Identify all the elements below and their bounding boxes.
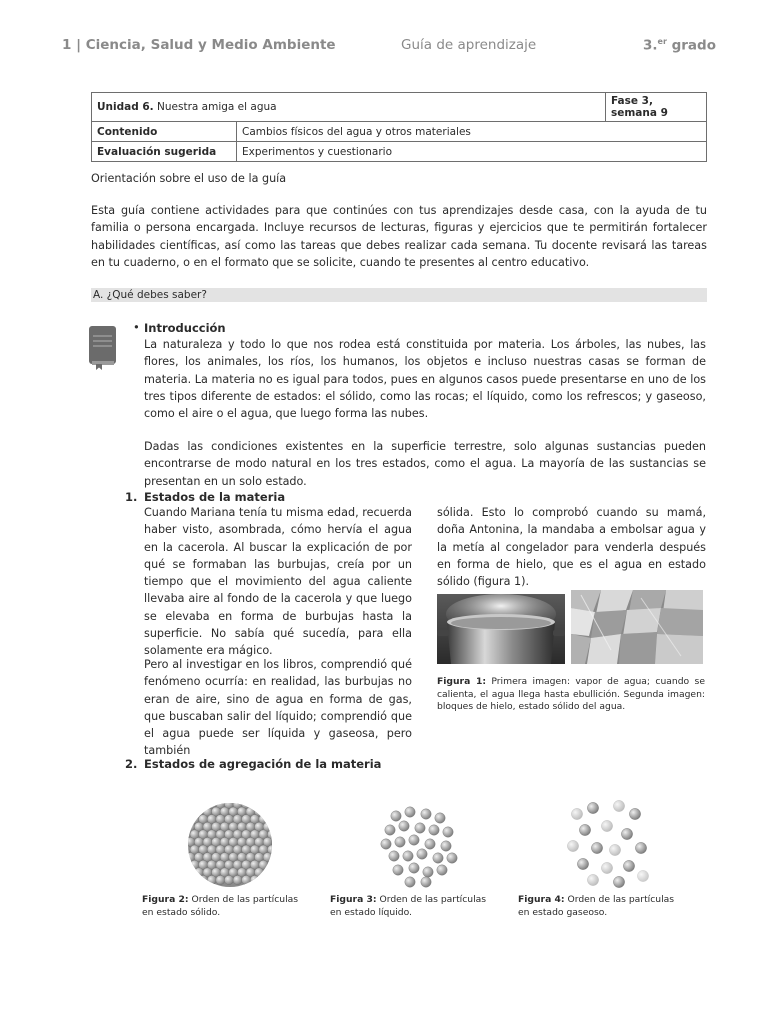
- particle: [623, 860, 634, 871]
- particle: [441, 841, 451, 851]
- orientation-title: Orientación sobre el uso de la guía: [91, 172, 287, 185]
- particle: [415, 823, 425, 833]
- particle: [263, 807, 272, 816]
- particle: [637, 870, 648, 881]
- unit-cell: [92, 93, 606, 122]
- table-row: [92, 122, 707, 142]
- particle: [429, 825, 439, 835]
- item-2-number: 2.: [125, 757, 138, 771]
- particle: [579, 824, 590, 835]
- particle: [389, 851, 399, 861]
- intro-bullet: •: [133, 320, 140, 334]
- particle: [267, 802, 273, 809]
- particle: [447, 853, 457, 863]
- particle: [425, 839, 435, 849]
- particle: [421, 809, 431, 819]
- particle: [601, 862, 612, 873]
- evaluation-label: Evaluación sugerida: [92, 142, 237, 162]
- particle: [187, 868, 195, 877]
- particle: [417, 849, 427, 859]
- phase-cell: Fase 3, semana 9: [606, 93, 707, 122]
- particle: [613, 800, 624, 811]
- particle: [385, 825, 395, 835]
- particle: [216, 875, 225, 884]
- particle: [437, 865, 447, 875]
- grade-word: grado: [671, 37, 716, 54]
- particle: [395, 837, 405, 847]
- item-1-col1-paragraph-2: Pero al investigar en los libros, comprendió qué fenómeno ocurría: en realidad, las burbujas no eran de aire, sino de agua en forma de gas, que buscaban salir del líquido; comprendió que el agua puede ser líquida y gaseosa, pero también: [144, 658, 412, 758]
- particle: [233, 875, 242, 884]
- particle: [421, 877, 431, 887]
- section-a-title: A. ¿Qué debes saber?: [93, 289, 207, 301]
- particle: [423, 867, 433, 877]
- solid-particles-diagram: [187, 802, 273, 888]
- particle: [587, 874, 598, 885]
- particle: [405, 877, 415, 887]
- particle: [199, 875, 208, 884]
- particle: [187, 802, 191, 809]
- header-guide-label: Guía de aprendizaje: [401, 37, 537, 53]
- particle: [621, 828, 632, 839]
- particle: [403, 851, 413, 861]
- evaluation-value: Experimentos y cuestionario: [237, 142, 707, 162]
- particle: [250, 802, 259, 809]
- unit-label: Unidad 6.: [97, 101, 154, 113]
- particle: [409, 863, 419, 873]
- content-label: Contenido: [92, 122, 237, 142]
- particle: [629, 808, 640, 819]
- grade-superscript: er: [657, 37, 667, 46]
- particle: [267, 815, 273, 824]
- figure-1-label: Figura 1:: [437, 676, 487, 687]
- particle: [190, 875, 199, 884]
- particle: [613, 876, 624, 887]
- ice-blocks-photo: [571, 590, 703, 664]
- particle: [242, 875, 251, 884]
- particle: [259, 875, 268, 884]
- particle: [405, 807, 415, 817]
- particle: [443, 827, 453, 837]
- particle: [187, 860, 191, 869]
- table-row: [92, 142, 707, 162]
- section-a-bar: [91, 288, 707, 302]
- item-1-title: Estados de la materia: [144, 490, 286, 504]
- particle: [391, 811, 401, 821]
- figure-4-caption: [518, 894, 688, 919]
- figure-4-text: Orden de las partículas en estado gaseoso.: [518, 894, 675, 918]
- particle: [187, 807, 195, 816]
- intro-paragraph-1: La naturaleza y todo lo que nos rodea está constituida por materia. Los árboles, las nubes, las flores, los animales, los ríos, los humanos, los objetos e incluso nuestras casas se forman de materia. La materia no es igual para todos, pues en algunos casos puede presentarse en uno de los tres tipos diferente de estados: el sólido, como las rocas; el líquido, como los refrescos; y gaseoso, como el aire o el agua, que luego forma las nubes.: [144, 338, 706, 421]
- unit-title: Nuestra amiga el agua: [157, 101, 277, 113]
- particle: [187, 815, 191, 824]
- particle: [409, 835, 419, 845]
- header-grade: [643, 37, 716, 54]
- particle: [577, 858, 588, 869]
- particle: [609, 844, 620, 855]
- item-1-col1-paragraph-1: Cuando Mariana tenía tu misma edad, recuerda haber visto, asombrada, cómo hervía el agua en la cacerola. Al buscar la explicación de por qué se formaban las burbujas, creía por un tiempo que el movimiento del agua caliente llevaba aire al fondo de la cacerola y que luego se elevaba en forma de burbujas hasta la superficie. No sabía qué sucedía, para ella solamente era mágico.: [144, 506, 412, 658]
- particle: [259, 802, 268, 809]
- particle: [399, 821, 409, 831]
- particle: [187, 875, 191, 884]
- particle: [433, 853, 443, 863]
- grade-number: 3.: [643, 37, 658, 54]
- particle: [199, 802, 208, 809]
- item-1-col2-paragraph: sólida. Esto lo comprobó cuando su mamá, doña Antonina, la mandaba a embolsar agua y la metía al congelador para venderla después en forma de hielo, que es el agua en estado sólido (figura 1).: [437, 506, 706, 589]
- particle: [250, 875, 259, 884]
- figure-2-text: Orden de las partículas en estado sólido.: [142, 894, 299, 918]
- figure-3-caption: [330, 894, 500, 919]
- figure-3-label: Figura 3:: [330, 894, 377, 905]
- particle: [381, 839, 391, 849]
- particle: [224, 875, 233, 884]
- particle: [190, 802, 199, 809]
- orientation-text: Esta guía contiene actividades para que continúes con tus aprendizajes desde casa, con la ayuda de tu familia o persona encargada. Incluye recursos de lecturas, figuras y ejercicios que te permitirán fortalecer habilidades científicas, así como las tareas que debes realizar cada semana. Tu docente revisará las tareas en tu cuaderno, o en el formato que se solicite, cuando te presentes al centro educativo.: [91, 204, 707, 269]
- content-value: Cambios físicos del agua y otros materiales: [237, 122, 707, 142]
- figure-3-text: Orden de las partículas en estado líquido.: [330, 894, 487, 918]
- particle: [567, 840, 578, 851]
- item-1-number: 1.: [125, 490, 138, 504]
- figure-1-caption: [437, 676, 705, 714]
- item-2-title: Estados de agregación de la materia: [144, 757, 382, 771]
- particle: [601, 820, 612, 831]
- particle: [272, 853, 273, 862]
- particle: [207, 875, 216, 884]
- particle: [272, 807, 273, 816]
- header-section-title: 1 | Ciencia, Salud y Medio Ambiente: [62, 37, 336, 53]
- liquid-particles-diagram: [376, 802, 462, 888]
- particle: [587, 802, 598, 813]
- particle: [635, 842, 646, 853]
- boiling-pot-photo: [437, 594, 565, 664]
- particle: [393, 865, 403, 875]
- particle: [272, 822, 273, 831]
- figure-2-label: Figura 2:: [142, 894, 189, 905]
- particle: [571, 808, 582, 819]
- particle: [267, 875, 273, 884]
- table-row: [92, 93, 707, 122]
- gas-particles-diagram: [563, 800, 649, 888]
- intro-paragraph-2: Dadas las condiciones existentes en la superficie terrestre, solo algunas sustancias pueden encontrarse de modo natural en los tres estados, como el agua. La mayoría de las sustancias se presentan en un solo estado.: [144, 440, 706, 488]
- unit-info-table: [91, 92, 707, 162]
- book-icon: [88, 325, 118, 371]
- figure-1-text: Primera imagen: vapor de agua; cuando se calienta, el agua llega hasta ebullición. Segunda imagen: bloques de hielo, estado sólido del agua.: [437, 676, 705, 713]
- particle: [591, 842, 602, 853]
- particle: [263, 868, 272, 877]
- figure-2-caption: [142, 894, 312, 919]
- particle: [272, 868, 273, 877]
- particle: [435, 813, 445, 823]
- intro-title: Introducción: [144, 321, 226, 335]
- figure-4-label: Figura 4:: [518, 894, 565, 905]
